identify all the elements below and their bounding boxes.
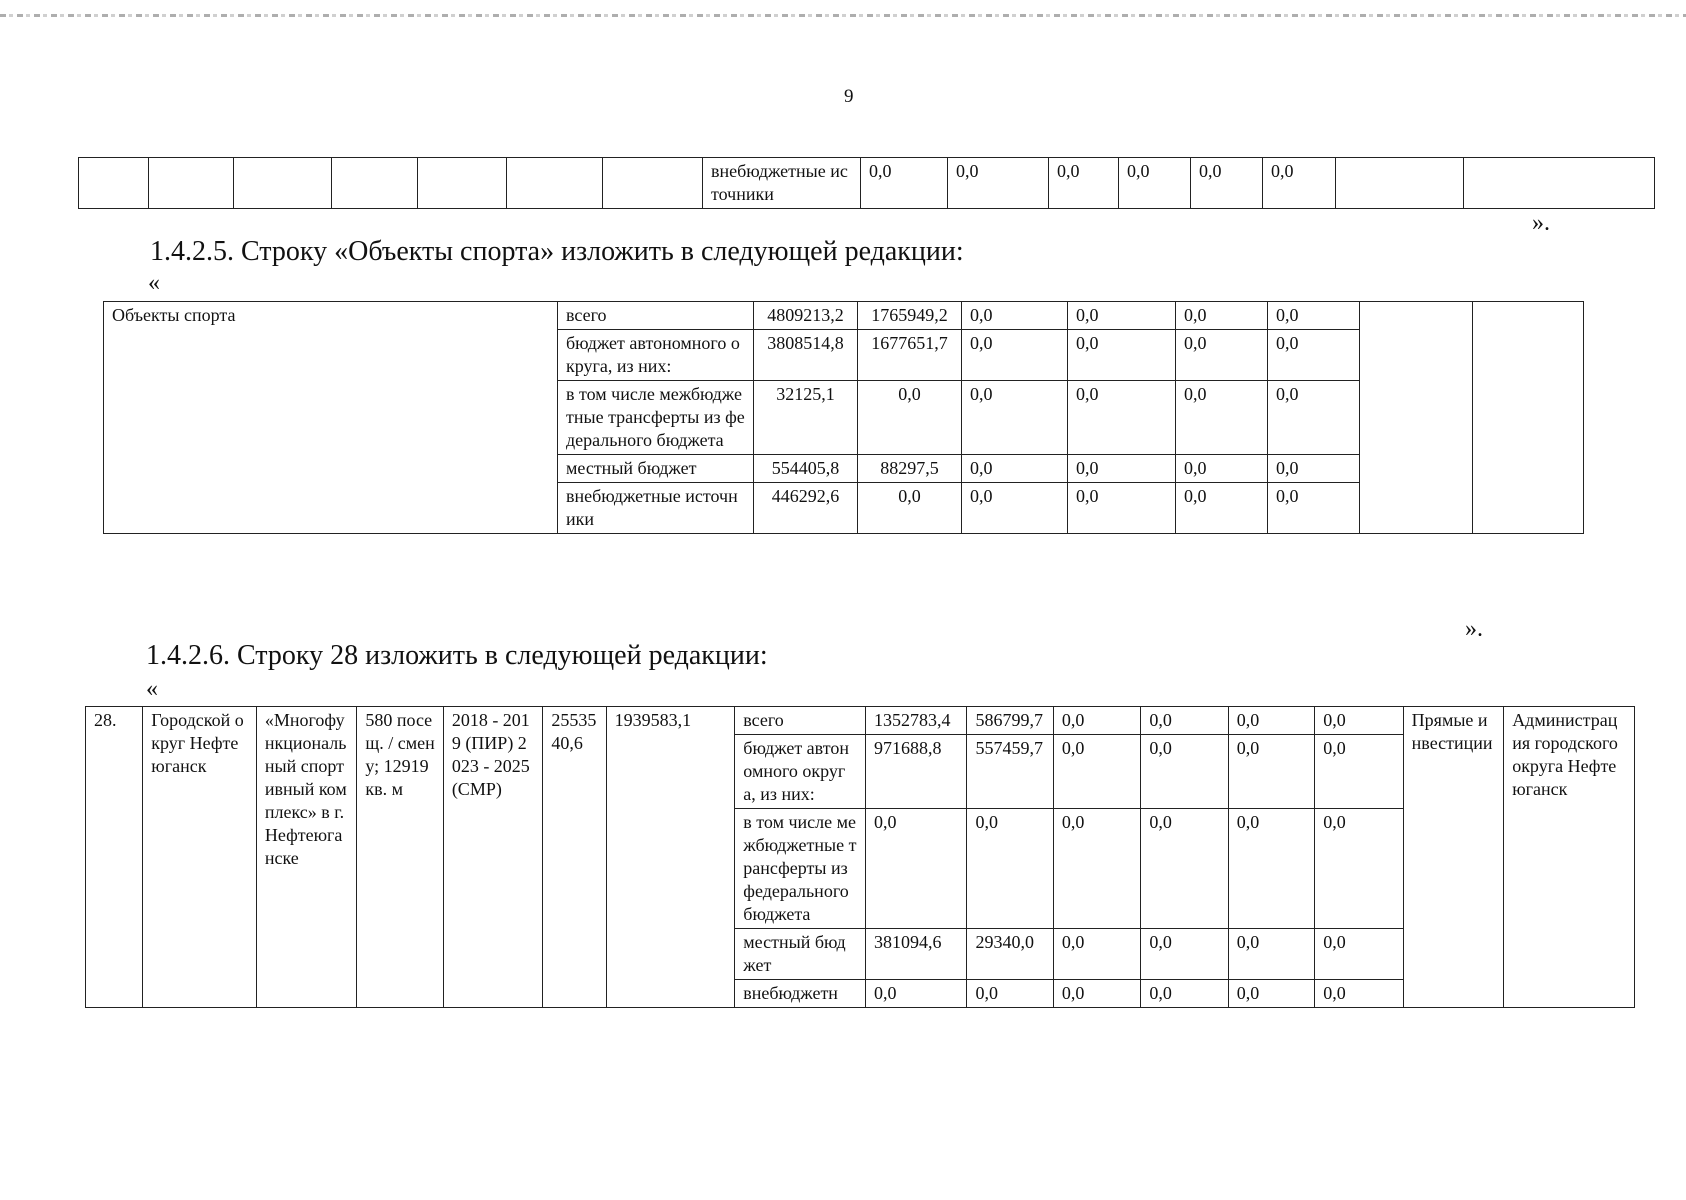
table-cell (1473, 302, 1584, 534)
investment-form-cell: Прямые инвестиции (1403, 707, 1504, 1008)
funding-source-label: внебюджетн (735, 980, 866, 1008)
table-cell: 0,0 (1053, 809, 1140, 929)
funding-source-label: местный бюджет (735, 929, 866, 980)
object-name-cell: «Многофункциональный спортивный комплекс» в г. Нефтеюганске (256, 707, 357, 1008)
table-cell: 0,0 (1268, 302, 1360, 330)
closing-quote: ». (1465, 616, 1483, 642)
customer-cell: Администрация городского округа Нефтеюганск (1504, 707, 1635, 1008)
table-row (79, 158, 1655, 209)
table-cell: 0,0 (1053, 735, 1140, 809)
table-cell: 446292,6 (754, 483, 858, 534)
table-cell (418, 158, 507, 209)
row-number: 28. (86, 707, 143, 1008)
table-cell (79, 158, 149, 209)
municipality-cell: Городской округ Нефтеюганск (143, 707, 257, 1008)
period-cell: 2018 - 2019 (ПИР) 2023 - 2025 (СМР) (443, 707, 543, 1008)
table-cell: 32125,1 (754, 381, 858, 455)
table-cell: 0,0 (1053, 980, 1140, 1008)
table-cell: 0,0 (1068, 381, 1176, 455)
table-cell: 0,0 (1176, 455, 1268, 483)
table-cell: 0,0 (962, 381, 1068, 455)
table-cell (603, 158, 703, 209)
table-cell: 0,0 (1176, 381, 1268, 455)
table-cell (332, 158, 418, 209)
table-cell: 29340,0 (967, 929, 1053, 980)
table-cell: 0,0 (962, 302, 1068, 330)
table-cell: 0,0 (1268, 381, 1360, 455)
table-cell: 0,0 (1068, 483, 1176, 534)
table-cell: 0,0 (1268, 483, 1360, 534)
table-cell: 0,0 (1315, 707, 1403, 735)
table-cell: 0,0 (948, 158, 1049, 209)
funding-source-label: внебюджетные источники (558, 483, 754, 534)
opening-quote: « (146, 676, 158, 702)
table-cell: 0,0 (1068, 302, 1176, 330)
table-cell: 0,0 (967, 809, 1053, 929)
funding-source-label: всего (558, 302, 754, 330)
table-cell (507, 158, 603, 209)
cost-cell: 2553540,6 (543, 707, 606, 1008)
table-cell: 0,0 (1141, 980, 1228, 1008)
table-cell: 0,0 (1268, 330, 1360, 381)
table-cell: 0,0 (1141, 929, 1228, 980)
table-cell: 0,0 (1119, 158, 1191, 209)
funding-source-label: в том числе межбюджетные трансферты из федерального бюджета (735, 809, 866, 929)
table-cell (149, 158, 234, 209)
table-cell: 0,0 (1068, 455, 1176, 483)
funding-source-label: бюджет автономного округа, из них: (735, 735, 866, 809)
table-cell: 0,0 (962, 330, 1068, 381)
table-cell: 0,0 (865, 980, 967, 1008)
estimated-cost-cell: 1939583,1 (606, 707, 735, 1008)
table-cell: 0,0 (1191, 158, 1263, 209)
table-cell (1464, 158, 1655, 209)
table-cell (234, 158, 332, 209)
table-cell: 0,0 (962, 455, 1068, 483)
table-cell: 971688,8 (865, 735, 967, 809)
object-name-cell: Объекты спорта (104, 302, 558, 534)
table-cell: 3808514,8 (754, 330, 858, 381)
opening-quote: « (148, 270, 160, 296)
closing-quote: ». (1532, 210, 1550, 236)
table-cell: 88297,5 (858, 455, 962, 483)
table-cell: 0,0 (1228, 735, 1314, 809)
table-cell: 554405,8 (754, 455, 858, 483)
table-cell: 0,0 (1068, 330, 1176, 381)
table-cell: 4809213,2 (754, 302, 858, 330)
table-cell: 0,0 (1176, 330, 1268, 381)
table-cell (1360, 302, 1473, 534)
table-row (86, 707, 1635, 735)
table-cell: 0,0 (1141, 707, 1228, 735)
table-cell: 0,0 (1176, 483, 1268, 534)
table-cell: 0,0 (1228, 929, 1314, 980)
funding-source-label: всего (735, 707, 866, 735)
funding-source-label: в том числе межбюджетные трансферты из федерального бюджета (558, 381, 754, 455)
sport-objects-table (103, 301, 1584, 534)
table-cell: 0,0 (1228, 707, 1314, 735)
scan-noise-line (0, 14, 1686, 17)
table-cell: 0,0 (962, 483, 1068, 534)
table-cell: 0,0 (1263, 158, 1336, 209)
table-cell: 0,0 (861, 158, 948, 209)
funding-source-label: местный бюджет (558, 455, 754, 483)
section-heading-1-4-2-6: 1.4.2.6. Строку 28 изложить в следующей редакции: (146, 640, 768, 671)
table-cell: 1765949,2 (858, 302, 962, 330)
table-cell: 1352783,4 (865, 707, 967, 735)
section-heading-1-4-2-5: 1.4.2.5. Строку «Объекты спорта» изложить в следующей редакции: (150, 236, 964, 267)
table-cell: 0,0 (1228, 809, 1314, 929)
table-cell: 0,0 (1228, 980, 1314, 1008)
table-cell: 0,0 (858, 483, 962, 534)
table-cell: 0,0 (1141, 735, 1228, 809)
table-cell: 0,0 (1049, 158, 1119, 209)
table-cell: 0,0 (1268, 455, 1360, 483)
table-cell: 0,0 (1176, 302, 1268, 330)
table-row (104, 302, 1584, 330)
table-cell: 0,0 (858, 381, 962, 455)
table-cell: 0,0 (1315, 980, 1403, 1008)
table-cell: 0,0 (1053, 929, 1140, 980)
row-28-table (85, 706, 1635, 1008)
table-cell: 586799,7 (967, 707, 1053, 735)
continuation-table (78, 157, 1655, 209)
table-cell: 0,0 (1315, 735, 1403, 809)
table-cell (1336, 158, 1464, 209)
table-cell: 0,0 (1053, 707, 1140, 735)
table-cell: 0,0 (1315, 929, 1403, 980)
table-cell: 0,0 (967, 980, 1053, 1008)
funding-source-label: внебюджетные источники (703, 158, 861, 209)
table-cell: 381094,6 (865, 929, 967, 980)
table-cell: 0,0 (1141, 809, 1228, 929)
table-cell: 1677651,7 (858, 330, 962, 381)
table-cell: 0,0 (1315, 809, 1403, 929)
table-cell: 0,0 (865, 809, 967, 929)
table-cell: 557459,7 (967, 735, 1053, 809)
funding-source-label: бюджет автономного округа, из них: (558, 330, 754, 381)
capacity-cell: 580 посещ. / смену; 12919 кв. м (357, 707, 443, 1008)
page-number: 9 (844, 86, 854, 107)
